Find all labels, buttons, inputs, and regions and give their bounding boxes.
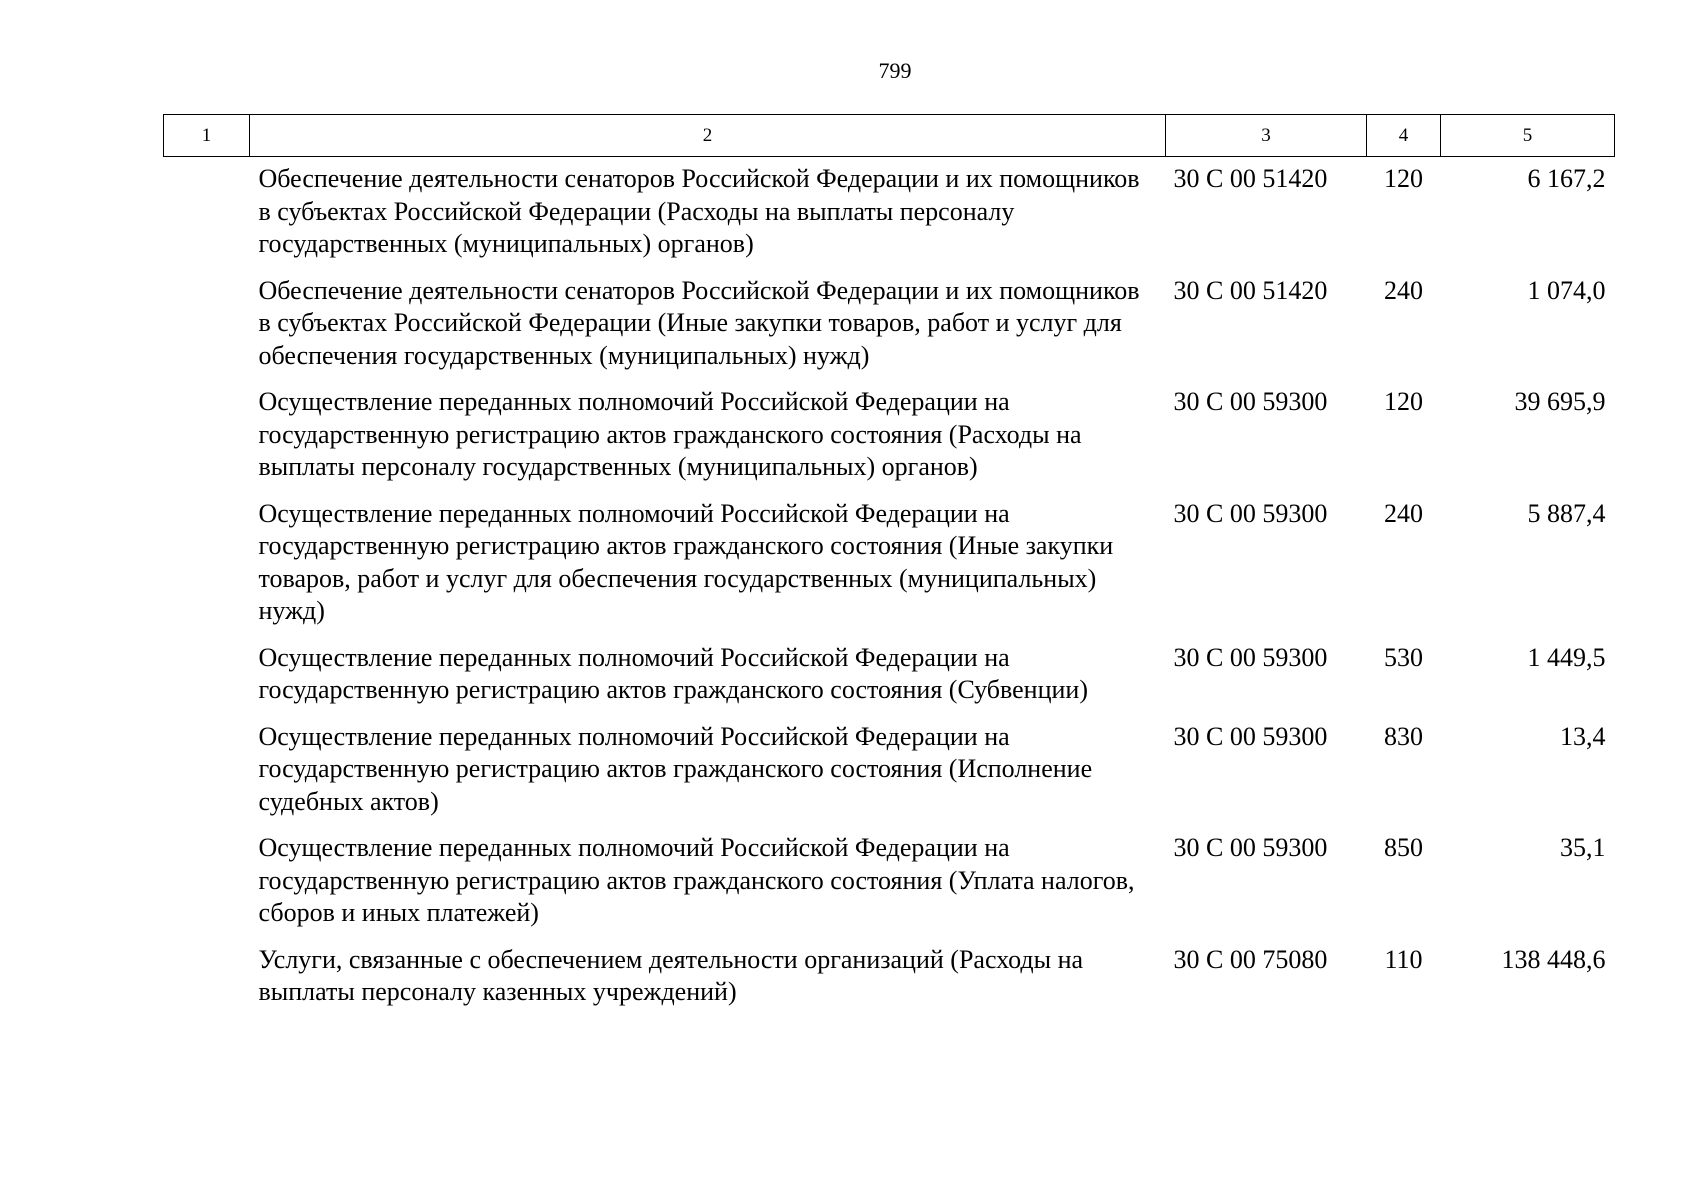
expense-type-cell: 530 bbox=[1384, 642, 1423, 672]
row-number-cell bbox=[164, 715, 250, 827]
column-header-4: 4 bbox=[1367, 115, 1441, 157]
amount-cell: 1 074,0 bbox=[1527, 275, 1606, 305]
header-row bbox=[164, 115, 1615, 157]
amount-cell: 35,1 bbox=[1560, 833, 1606, 862]
description-cell: Услуги, связанные с обеспечением деятельности организаций (Расходы на выплаты персоналу казенных учреждений) bbox=[258, 944, 1084, 1006]
row-number-cell bbox=[164, 269, 250, 381]
amount-cell: 13,4 bbox=[1560, 721, 1606, 751]
row-number-cell bbox=[164, 157, 250, 269]
table-row bbox=[164, 826, 1615, 938]
row-number-cell bbox=[164, 938, 250, 1017]
target-code-cell: 30 С 00 59300 bbox=[1173, 721, 1328, 751]
target-code-cell: 30 С 00 59300 bbox=[1173, 642, 1328, 672]
column-header-5: 5 bbox=[1441, 115, 1615, 157]
expense-type-cell: 110 bbox=[1384, 944, 1423, 974]
column-header-3: 3 bbox=[1166, 115, 1367, 157]
target-code-cell: 30 С 00 51420 bbox=[1173, 164, 1328, 193]
target-code-cell: 30 С 00 59300 bbox=[1173, 387, 1328, 416]
expense-type-cell: 850 bbox=[1384, 833, 1423, 862]
page-number: 799 bbox=[878, 58, 912, 83]
table-row bbox=[164, 269, 1615, 381]
description-cell: Осуществление переданных полномочий Российской Федерации на государственную регистрацию актов гражданского состояния (Субвенции) bbox=[258, 642, 1088, 704]
description-cell: Обеспечение деятельности сенаторов Российской Федерации и их помощников в субъектах Российской Федерации (Иные закупки товаров, работ и услуг для обеспечения государственных (муниципальных) нужд) bbox=[258, 275, 1140, 370]
amount-cell: 6 167,2 bbox=[1527, 164, 1606, 193]
expense-type-cell: 240 bbox=[1384, 498, 1423, 528]
description-cell: Осуществление переданных полномочий Российской Федерации на государственную регистрацию актов гражданского состояния (Исполнение судебных актов) bbox=[258, 721, 1093, 816]
target-code-cell: 30 С 00 59300 bbox=[1173, 498, 1328, 528]
expense-type-cell: 240 bbox=[1384, 275, 1423, 305]
row-number-cell bbox=[164, 380, 250, 492]
table-header bbox=[164, 115, 1615, 157]
table-row bbox=[164, 715, 1615, 827]
row-number-cell bbox=[164, 636, 250, 715]
amount-cell: 39 695,9 bbox=[1514, 387, 1606, 416]
table-row bbox=[164, 938, 1615, 1017]
expense-type-cell: 830 bbox=[1384, 721, 1423, 751]
target-code-cell: 30 С 00 59300 bbox=[1173, 833, 1328, 862]
table-row bbox=[164, 380, 1615, 492]
description-cell: Осуществление переданных полномочий Российской Федерации на государственную регистрацию актов гражданского состояния (Уплата налогов, сборов и иных платежей) bbox=[258, 833, 1135, 927]
row-number-cell bbox=[164, 492, 250, 636]
column-header-1: 1 bbox=[164, 115, 250, 157]
target-code-cell: 30 С 00 51420 bbox=[1173, 275, 1328, 305]
description-cell: Обеспечение деятельности сенаторов Российской Федерации и их помощников в субъектах Российской Федерации (Расходы на выплаты персоналу государственных (муниципальных) органов) bbox=[258, 164, 1140, 258]
amount-cell: 5 887,4 bbox=[1527, 498, 1606, 528]
expense-type-cell: 120 bbox=[1384, 387, 1423, 416]
table-row bbox=[164, 157, 1615, 269]
description-cell: Осуществление переданных полномочий Российской Федерации на государственную регистрацию актов гражданского состояния (Иные закупки товаров, работ и услуг для обеспечения государственных (муниципальных) нужд) bbox=[258, 498, 1114, 625]
target-code-cell: 30 С 00 75080 bbox=[1173, 944, 1328, 974]
row-number-cell bbox=[164, 826, 250, 938]
expense-type-cell: 120 bbox=[1384, 164, 1423, 193]
table-body bbox=[164, 157, 1615, 1017]
table-row bbox=[164, 636, 1615, 715]
column-header-2: 2 bbox=[250, 115, 1166, 157]
amount-cell: 138 448,6 bbox=[1501, 944, 1606, 974]
table-row bbox=[164, 492, 1615, 636]
amount-cell: 1 449,5 bbox=[1527, 642, 1606, 672]
budget-table bbox=[163, 114, 1615, 1017]
description-cell: Осуществление переданных полномочий Российской Федерации на государственную регистрацию актов гражданского состояния (Расходы на выплаты персоналу государственных (муниципальных) органов) bbox=[258, 387, 1082, 481]
